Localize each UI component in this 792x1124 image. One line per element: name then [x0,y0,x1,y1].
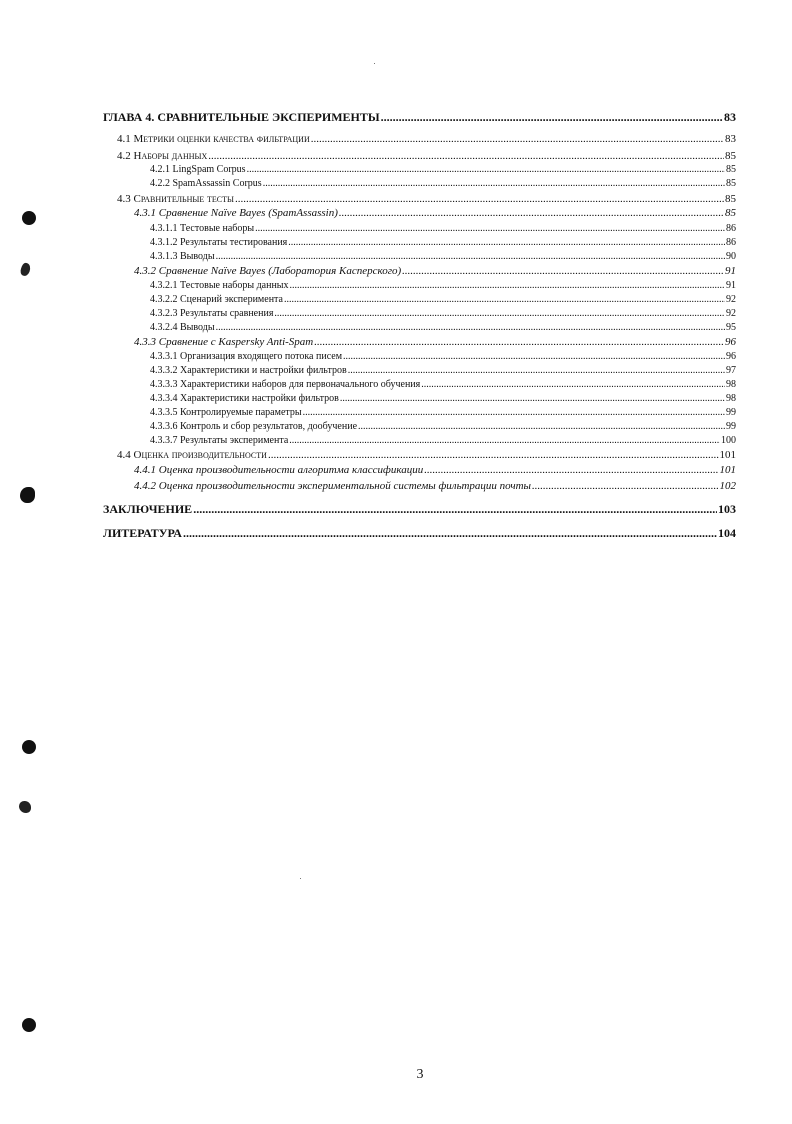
toc-entry-title: 4.3.3.7 Результаты эксперимента [150,435,289,446]
toc-entry-4-3-2-4[interactable] [150,321,736,335]
toc-entry-page: 91 [726,280,736,291]
toc-entry-title: ЛИТЕРАТУРА [103,526,182,540]
toc-entry-4-4[interactable] [117,448,736,462]
toc-entry-title: 4.3.1.1 Тестовые наборы [150,223,255,234]
toc-leader-dots [288,236,725,250]
punch-hole-2 [20,487,35,503]
toc-leader-dots [216,250,725,264]
toc-entry-title: 4.4.1 Оценка производительности алгоритма классификации [134,464,424,476]
toc-entry-page: 83 [724,110,736,124]
toc-entry-4-3-3-1[interactable] [150,350,736,364]
toc-leader-dots [289,434,720,448]
toc-entry-page: 85 [725,207,736,219]
toc-leader-dots [311,132,724,146]
toc-entry-title: 4.1 Метрики оценки качества фильтрации [117,133,310,145]
toc-leader-dots [381,110,723,124]
toc-entry-page: 85 [725,150,736,162]
toc-leader-dots [183,526,717,540]
toc-entry-page: 83 [725,133,736,145]
toc-entry-page: 91 [725,265,736,277]
toc-leader-dots [235,192,724,206]
toc-entry-4-3-2[interactable] [134,264,736,278]
toc-leader-dots [247,163,725,177]
toc-entry-4-3-3[interactable] [134,335,736,349]
toc-entry-4-3-1-1[interactable] [150,222,736,236]
toc-entry-title: 4.3.2.3 Результаты сравнения [150,308,274,319]
toc-entry-title: ЗАКЛЮЧЕНИЕ [103,502,193,516]
toc-entry-4-4-1[interactable] [134,463,736,477]
toc-entry-title: 4.3.1.2 Результаты тестирования [150,237,288,248]
toc-entry-title: 4.3.3.1 Организация входящего потока писем [150,351,343,362]
toc-entry-4-3-3-6[interactable] [150,420,736,434]
toc-entry-title: 4.3.2.4 Выводы [150,322,215,333]
toc-entry-4-1[interactable] [117,132,736,146]
toc-entry-page: 85 [725,193,736,205]
toc-leader-dots [340,392,725,406]
toc-leader-dots [263,177,725,191]
toc-entry-page: 104 [718,526,736,540]
toc-entry-page: 101 [719,449,736,461]
toc-entry-title: 4.3.1.3 Выводы [150,251,215,262]
toc-leader-dots [193,502,717,516]
toc-leader-dots [303,406,725,420]
toc-entry-4-2-2[interactable] [150,177,736,191]
toc-entry-4-3-3-3[interactable] [150,378,736,392]
scan-speck-2 [300,878,301,879]
toc-entry-title: 4.3.2 Сравнение Naïve Bayes (Лаборатория Касперского) [134,265,402,277]
toc-entry-title: 4.3.3.4 Характеристики настройки фильтров [150,393,339,404]
toc-entry-4-3-1-3[interactable] [150,250,736,264]
toc-leader-dots [343,350,725,364]
toc-leader-dots [255,222,725,236]
toc-entry-title: 4.3.2.1 Тестовые наборы данных [150,280,289,291]
toc-entry-4-3-3-4[interactable] [150,392,736,406]
toc-entry-4-3-3-7[interactable] [150,434,736,448]
toc-leader-dots [274,307,725,321]
toc-entry-4-3-2-2[interactable] [150,293,736,307]
toc-entry-page: 92 [726,308,736,319]
toc-entry-page: 102 [719,480,736,492]
toc-entry-4-3-3-5[interactable] [150,406,736,420]
toc-entry-4-3-3-2[interactable] [150,364,736,378]
toc-entry-title: 4.3.1 Сравнение Naïve Bayes (SpamAssassin) [134,207,338,219]
toc-entry-title: 4.3.2.2 Сценарий эксперимента [150,294,283,305]
toc-entry-title: 4.3.3.2 Характеристики и настройки фильтров [150,365,347,376]
toc-leader-dots [208,149,724,163]
toc-entry-4-3-1[interactable] [134,206,736,220]
toc-leader-dots [402,264,724,278]
toc-entry-page: 96 [725,336,736,348]
toc-entry-page: 92 [726,294,736,305]
toc-entry-title: 4.2.1 LingSpam Corpus [150,164,246,175]
toc-leader-dots [358,420,725,434]
toc-leader-dots [424,463,718,477]
toc-entry-page: 96 [726,351,736,362]
toc-entry-page: 100 [721,435,736,446]
toc-entry-title: 4.4.2 Оценка производительности экспериментальной системы фильтрации почты [134,480,531,492]
toc-leader-dots [421,378,725,392]
toc-entry-4-2-1[interactable] [150,163,736,177]
toc-entry-page: 99 [726,421,736,432]
toc-entry-title: 4.3 Сравнительные тесты [117,193,234,205]
toc-leader-dots [314,335,724,349]
toc-entry-4-4-2[interactable] [134,479,736,493]
toc-entry-page: 97 [726,365,736,376]
toc-entry-conclusion[interactable] [103,502,736,516]
toc-entry-chapter-4[interactable] [103,110,736,124]
toc-entry-page: 98 [726,379,736,390]
toc-entry-page: 85 [726,178,736,189]
toc-entry-page: 101 [719,464,736,476]
toc-entry-page: 103 [718,502,736,516]
toc-leader-dots [290,279,725,293]
toc-entry-page: 99 [726,407,736,418]
toc-leader-dots [532,479,719,493]
punch-hole-4 [22,1018,36,1032]
toc-entry-title: 4.3.3.3 Характеристики наборов для первоначального обучения [150,379,421,390]
toc-entry-title: 4.4 Оценка производительности [117,449,267,461]
toc-entry-title: 4.3.3.5 Контролируемые параметры [150,407,302,418]
scan-smudge-2 [19,801,31,813]
toc-entry-4-3[interactable] [117,192,736,206]
toc-entry-page: 95 [726,322,736,333]
toc-leader-dots [268,448,719,462]
toc-entry-literature[interactable] [103,526,736,540]
table-of-contents [0,0,792,560]
toc-entry-4-2[interactable] [117,149,736,163]
toc-leader-dots [339,206,724,220]
toc-entry-4-3-2-1[interactable] [150,279,736,293]
toc-entry-title: 4.3.3.6 Контроль и сбор результатов, дообучение [150,421,358,432]
toc-leader-dots [284,293,725,307]
toc-entry-title: ГЛАВА 4. СРАВНИТЕЛЬНЫЕ ЭКСПЕРИМЕНТЫ [103,110,380,124]
toc-entry-page: 98 [726,393,736,404]
punch-hole-1 [22,211,36,225]
toc-leader-dots [348,364,725,378]
toc-entry-title: 4.3.3 Сравнение с Kaspersky Anti-Spam [134,336,314,348]
toc-entry-page: 86 [726,223,736,234]
toc-entry-4-3-1-2[interactable] [150,236,736,250]
toc-entry-page: 86 [726,237,736,248]
toc-entry-page: 85 [726,164,736,175]
toc-entry-title: 4.2 Наборы данных [117,150,208,162]
toc-entry-title: 4.2.2 SpamAssassin Corpus [150,178,262,189]
page-number: 3 [416,1067,424,1082]
toc-entry-4-3-2-3[interactable] [150,307,736,321]
scan-speck-1 [374,63,375,64]
toc-entry-page: 90 [726,251,736,262]
punch-hole-3 [22,740,36,754]
toc-leader-dots [216,321,725,335]
